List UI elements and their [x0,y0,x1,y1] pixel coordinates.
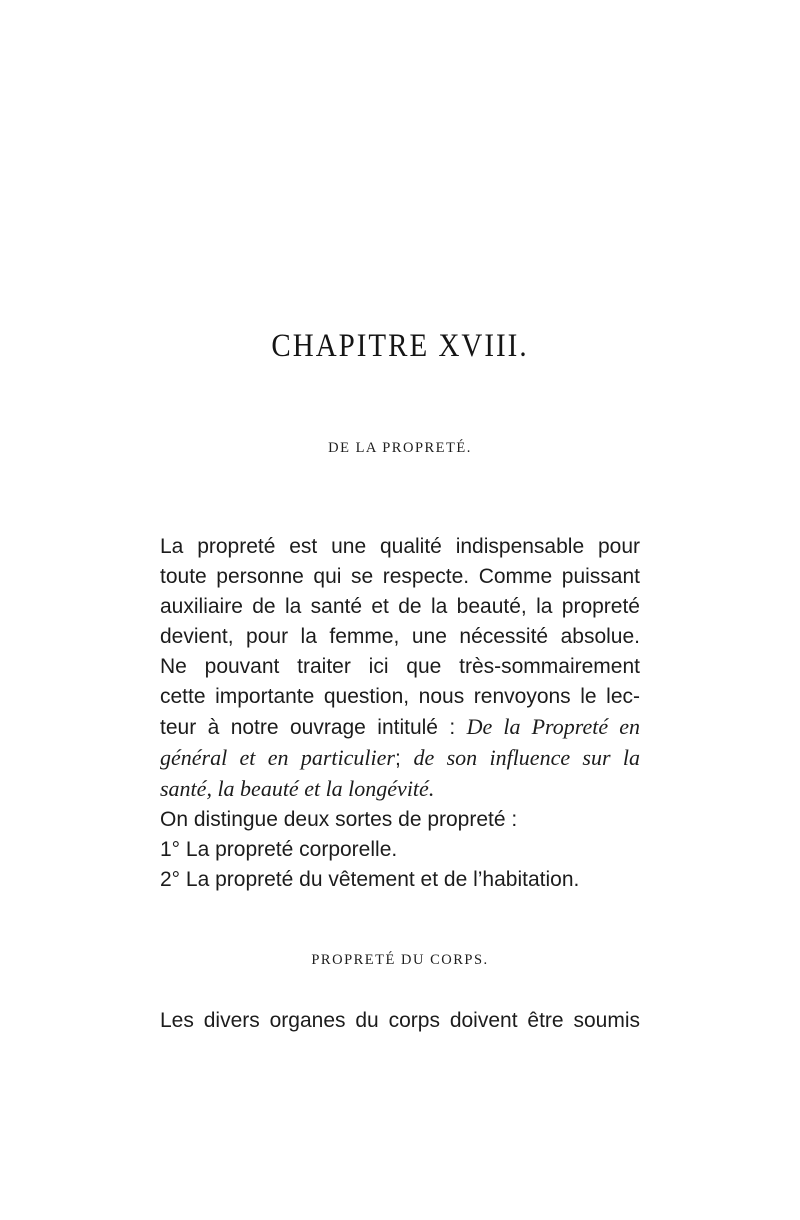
list-item: 1° La propreté corporelle. [160,838,398,861]
text-line: Ne pouvant traiter ici que très-sommairement [160,655,640,678]
book-title-fragment: de son influence sur la [413,745,640,770]
distinction-line: On distingue deux sortes de propreté : [160,808,518,831]
text-fragment: ; [394,747,414,770]
text-line: La propreté est une qualité indispensable pour [160,535,640,558]
chapter-title: CHAPITRE XVIII. [271,328,529,364]
book-title-fragment: santé, la beauté et la longévité. [160,776,435,801]
text-line: auxiliaire de la santé et de la beauté, la propreté [160,595,640,618]
text-line: devient, pour la femme, une nécessité absolue. [160,625,640,648]
text-line: cette importante question, nous renvoyons le lec- [160,685,640,708]
text-line [160,712,640,743]
text-fragment: teur à notre ouvrage intitulé : [160,716,467,739]
section-title-proprete-du-corps: PROPRETÉ DU CORPS. [311,952,489,968]
book-title-fragment: De la Propreté en [466,714,640,739]
list-item: 2° La propreté du vêtement et de l’habitation. [160,868,580,891]
paragraph-body [160,1006,640,1036]
paragraph-intro [160,532,640,895]
text-line: Les divers organes du corps doivent être soumis [160,1009,640,1032]
book-title-fragment: général et en particulier [160,745,395,770]
text-line: toute personne qui se respecte. Comme puissant [160,565,640,588]
text-line [160,743,640,774]
text-line [160,774,640,805]
section-title-proprete: DE LA PROPRETÉ. [328,440,472,456]
